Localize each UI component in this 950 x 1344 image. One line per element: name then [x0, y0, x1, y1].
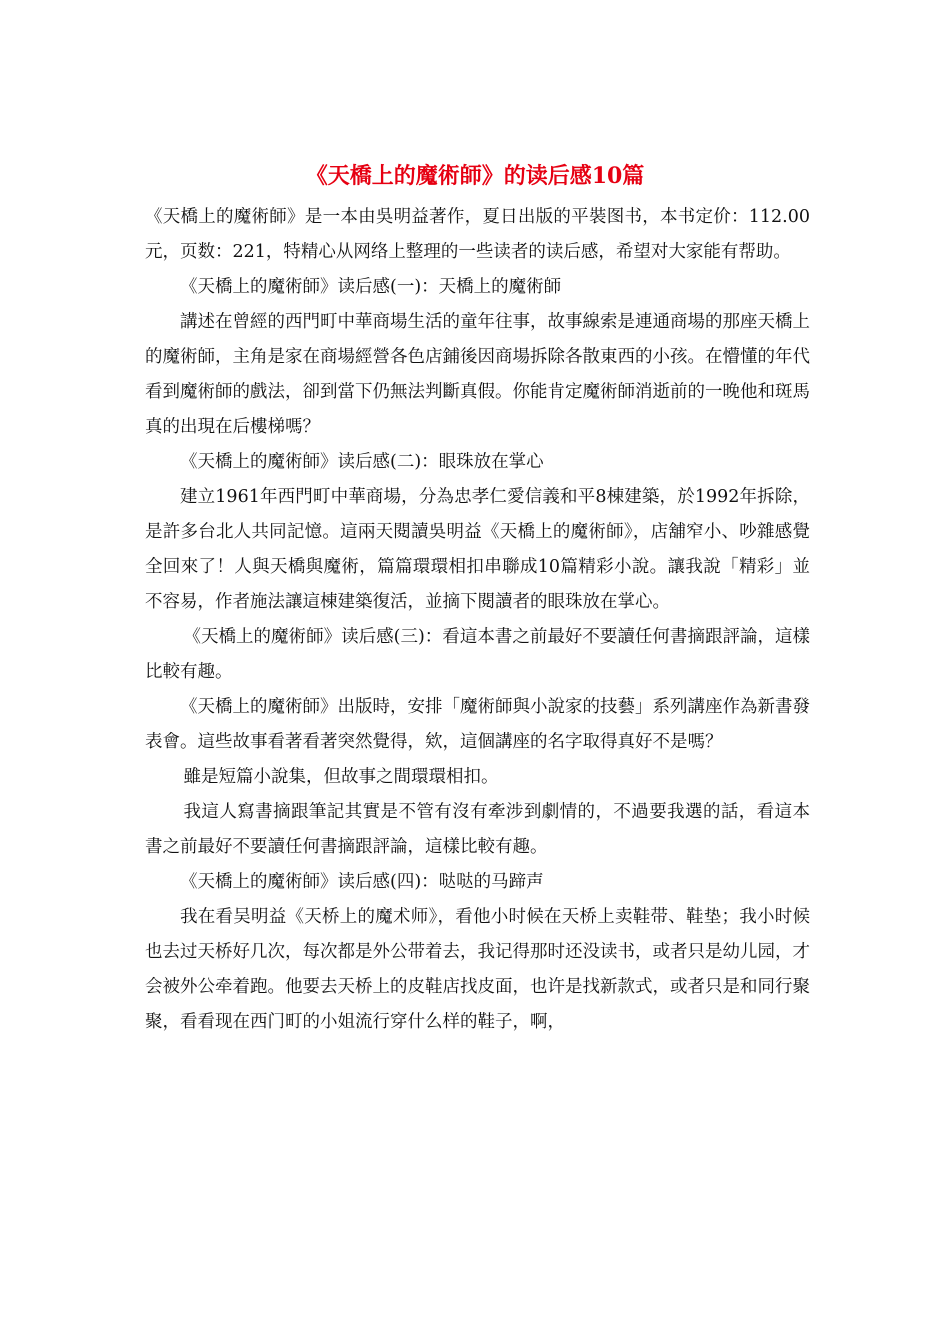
document-body: [145, 200, 810, 1040]
body-paragraph: 雖是短篇小說集，但故事之間環環相扣。: [183, 767, 499, 787]
section-heading-3: 《天橋上的魔術師》读后感(三)：看這本書之前最好不要讀任何書摘跟評論，這樣比較有趣。: [145, 627, 810, 682]
body-paragraph: 建立1961年西門町中華商場，分為忠孝仁愛信義和平8棟建築，於1992年拆除，是許多台北人共同記憶。這兩天閱讀吳明益《天橋上的魔術師》，店舖窄小、吵雜感覺全回來了！人與天橋與魔術，篇篇環環相扣串聯成10篇精彩小說。讓我說「精彩」並不容易，作者施法讓這棟建築復活，並摘下閱讀者的眼珠放在掌心。: [145, 487, 810, 612]
section-heading-4: 《天橋上的魔術師》读后感(四)：哒哒的马蹄声: [180, 872, 544, 892]
body-paragraph: 我這人寫書摘跟筆記其實是不管有沒有牽涉到劇情的，不過要我選的話，看這本書之前最好不要讀任何書摘跟評論，這樣比較有趣。: [145, 802, 810, 857]
intro-paragraph: 《天橋上的魔術師》是一本由吳明益著作，夏日出版的平裝图书，本书定价：112.00元，页数：221，特精心从网络上整理的一些读者的读后感，希望对大家能有帮助。: [145, 207, 810, 262]
body-paragraph: 我在看吴明益《天桥上的魔术师》，看他小时候在天桥上卖鞋带、鞋垫；我小时候也去过天桥好几次，每次都是外公带着去，我记得那时还没读书，或者只是幼儿园，才会被外公牵着跑。他要去天桥上的皮鞋店找皮面，也许是找新款式，或者只是和同行聚聚，看看现在西门町的小姐流行穿什么样的鞋子，啊，: [145, 907, 810, 1032]
section-heading-2: 《天橋上的魔術師》读后感(二)：眼珠放在掌心: [180, 452, 544, 472]
section-heading-1: 《天橋上的魔術師》读后感(一)：天橋上的魔術師: [180, 277, 562, 297]
document-title: 《天橋上的魔術師》的读后感10篇: [305, 162, 645, 189]
body-paragraph: 《天橋上的魔術師》出版時，安排「魔術師與小說家的技藝」系列講座作為新書發表會。這些故事看著看著突然覺得，欸，這個講座的名字取得真好不是嗎？: [145, 697, 810, 752]
body-paragraph: 講述在曾經的西門町中華商場生活的童年往事，故事線索是連通商場的那座天橋上的魔術師，主角是家在商場經營各色店鋪後因商場拆除各散東西的小孩。在懵懂的年代看到魔術師的戲法，卻到當下仍無法判斷真假。你能肯定魔術師消逝前的一晚他和斑馬真的出現在后樓梯嗎？: [145, 312, 810, 437]
